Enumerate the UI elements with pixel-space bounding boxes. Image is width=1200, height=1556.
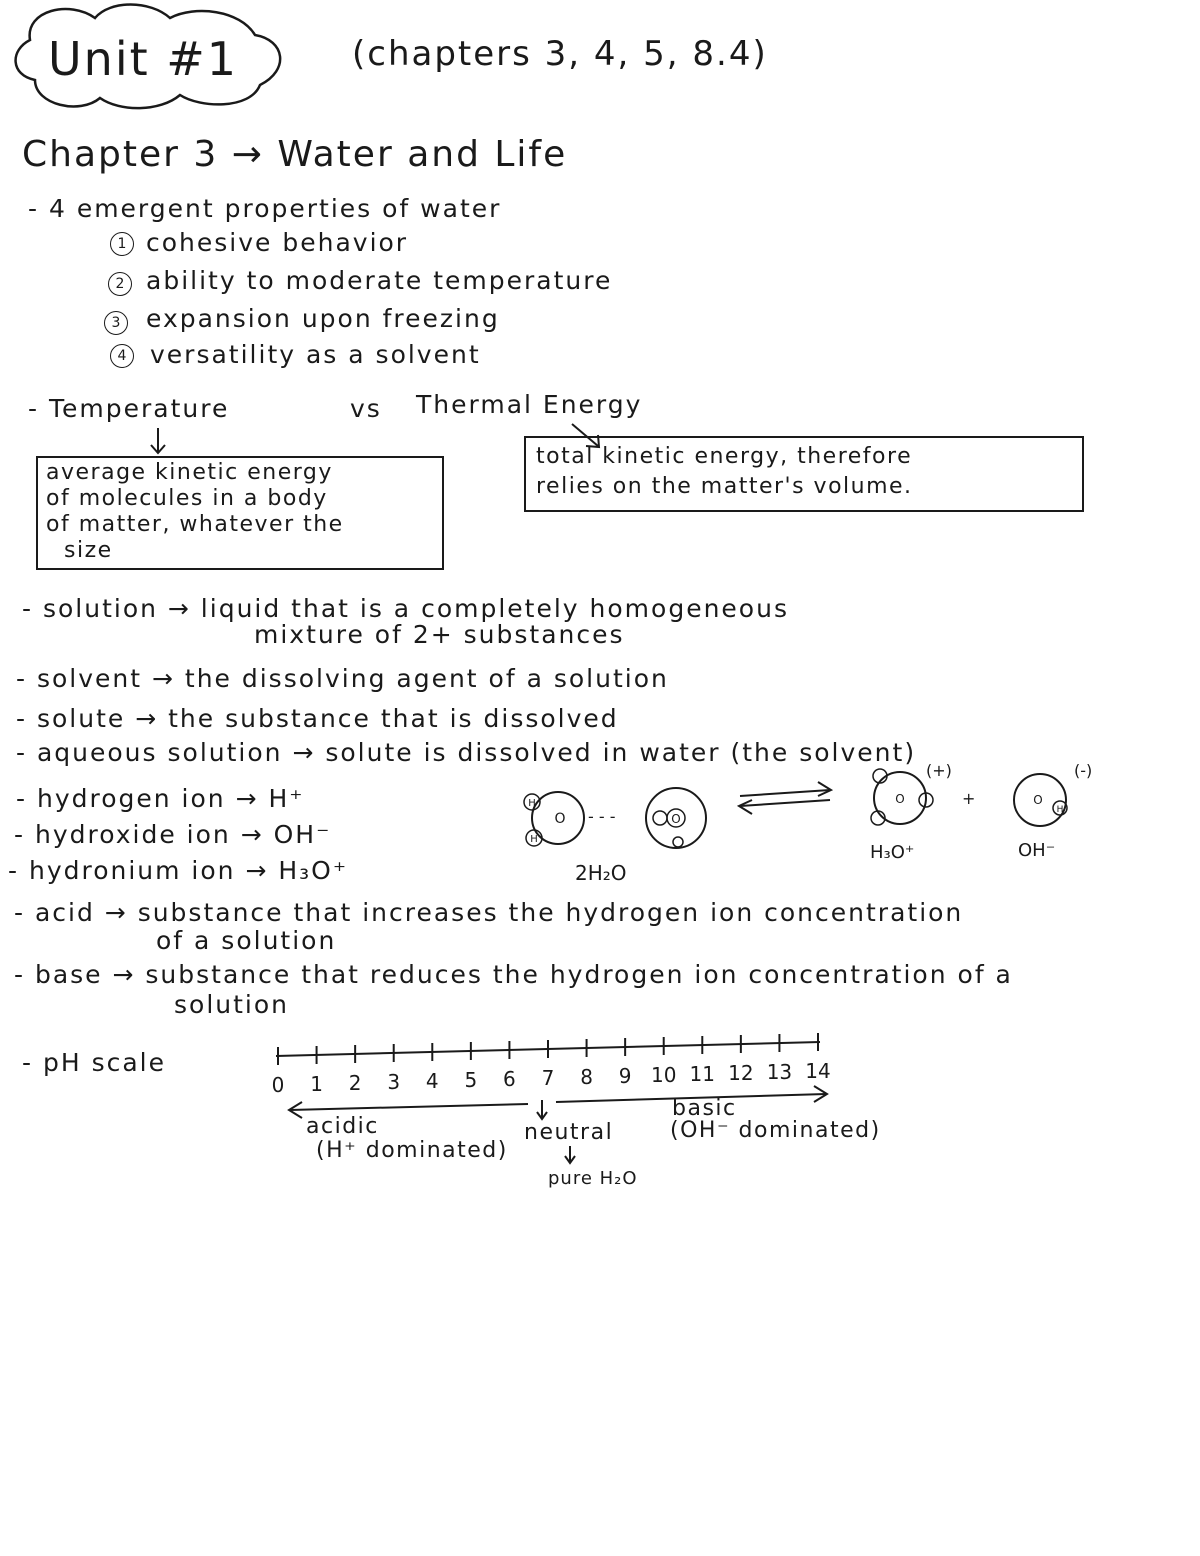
neutral-label: neutral (524, 1120, 614, 1145)
ph-tick-label: 13 (766, 1060, 793, 1084)
thermal-energy-label: Thermal Energy (416, 390, 643, 419)
ph-tick-label: 10 (650, 1063, 677, 1087)
definition-line: of molecules in a body (46, 486, 328, 511)
acidic-arrow (290, 1104, 528, 1110)
item-number: 2 (108, 272, 132, 296)
chapters-range: (chapters 3, 4, 5, 8.4) (352, 34, 768, 74)
hydrogen-symbol: H (530, 834, 538, 845)
item-number: 4 (110, 344, 134, 368)
oxygen-symbol: O (671, 812, 681, 826)
hydronium-ion-term: - hydronium ion → H₃O⁺ (8, 856, 349, 885)
oxygen-symbol: O (554, 811, 566, 827)
pure-water-label: pure H₂O (548, 1168, 638, 1189)
oxygen-symbol: O (1033, 793, 1043, 807)
definition-line: average kinetic energy (46, 460, 333, 485)
hydrogen-symbol: H (1056, 805, 1064, 815)
hydrogen-ion-term: - hydrogen ion → H⁺ (16, 784, 305, 813)
ph-tick-label: 7 (541, 1066, 555, 1090)
unit-title: Unit #1 (48, 32, 239, 86)
base-term: - base → substance that reduces the hydrogen ion concentration of a (14, 960, 1013, 989)
acid-term: - acid → substance that increases the hydrogen ion concentration (14, 898, 964, 927)
definition-line: total kinetic energy, therefore (536, 444, 913, 469)
item-text: expansion upon freezing (146, 304, 500, 333)
solvent-term: - solvent → the dissolving agent of a solution (16, 664, 669, 693)
ph-tick-labels (272, 1059, 831, 1097)
hydroxide-ion-term: - hydroxide ion → OH⁻ (14, 820, 332, 849)
hydrogen-bond-dots: - - - (588, 807, 616, 826)
ph-tick-label: 5 (464, 1068, 478, 1092)
water-label: 2H₂O (575, 861, 627, 885)
ph-tick-label: 0 (271, 1073, 285, 1097)
ph-tick-label: 8 (580, 1065, 593, 1089)
positive-charge: (+) (926, 761, 952, 780)
base-term-cont: solution (174, 990, 289, 1019)
solution-term: - solution → liquid that is a completely homogeneous (22, 594, 789, 623)
oxygen-symbol: O (895, 792, 905, 806)
ph-tick-label: 1 (310, 1072, 323, 1096)
item-text: versatility as a solvent (150, 340, 481, 369)
solution-term-cont: mixture of 2+ substances (254, 620, 625, 649)
item-text: cohesive behavior (146, 228, 409, 257)
ph-tick-label: 4 (425, 1069, 439, 1093)
negative-charge: (-) (1074, 761, 1093, 780)
ph-tick-label: 11 (689, 1062, 716, 1086)
vs-label: vs (350, 394, 382, 423)
solute-term: - solute → the substance that is dissolved (16, 704, 619, 733)
definition-line: size (64, 538, 113, 563)
item-number: 3 (104, 311, 128, 335)
hydroxide-label: OH⁻ (1018, 840, 1056, 861)
item-number: 1 (110, 232, 134, 256)
ph-tick-label: 14 (805, 1059, 831, 1083)
basic-label: basic (672, 1096, 737, 1121)
definition-line: relies on the matter's volume. (536, 474, 913, 499)
acidic-label: acidic (306, 1114, 379, 1139)
ph-scale-label: - pH scale (22, 1048, 166, 1077)
acidic-note: (H⁺ dominated) (316, 1138, 508, 1163)
chapter-title: Chapter 3 → Water and Life (22, 134, 568, 175)
plus-sign: + (962, 789, 976, 808)
aqueous-solution-term: - aqueous solution → solute is dissolved in water (the solvent) (16, 738, 917, 767)
hydronium-label: H₃O⁺ (870, 842, 915, 863)
ph-tick-label: 6 (503, 1067, 516, 1091)
properties-heading: - 4 emergent properties of water (28, 194, 502, 223)
ph-tick-label: 2 (348, 1071, 362, 1095)
ph-tick-label: 12 (728, 1061, 754, 1085)
ph-tick-label: 9 (618, 1064, 632, 1088)
ph-tick-label: 3 (387, 1070, 401, 1094)
acid-term-cont: of a solution (156, 926, 337, 955)
temperature-label: - Temperature (28, 394, 230, 423)
definition-line: of matter, whatever the (46, 512, 344, 537)
item-text: ability to moderate temperature (146, 266, 613, 295)
basic-note: (OH⁻ dominated) (670, 1118, 881, 1143)
hydrogen-symbol: H (528, 798, 536, 809)
